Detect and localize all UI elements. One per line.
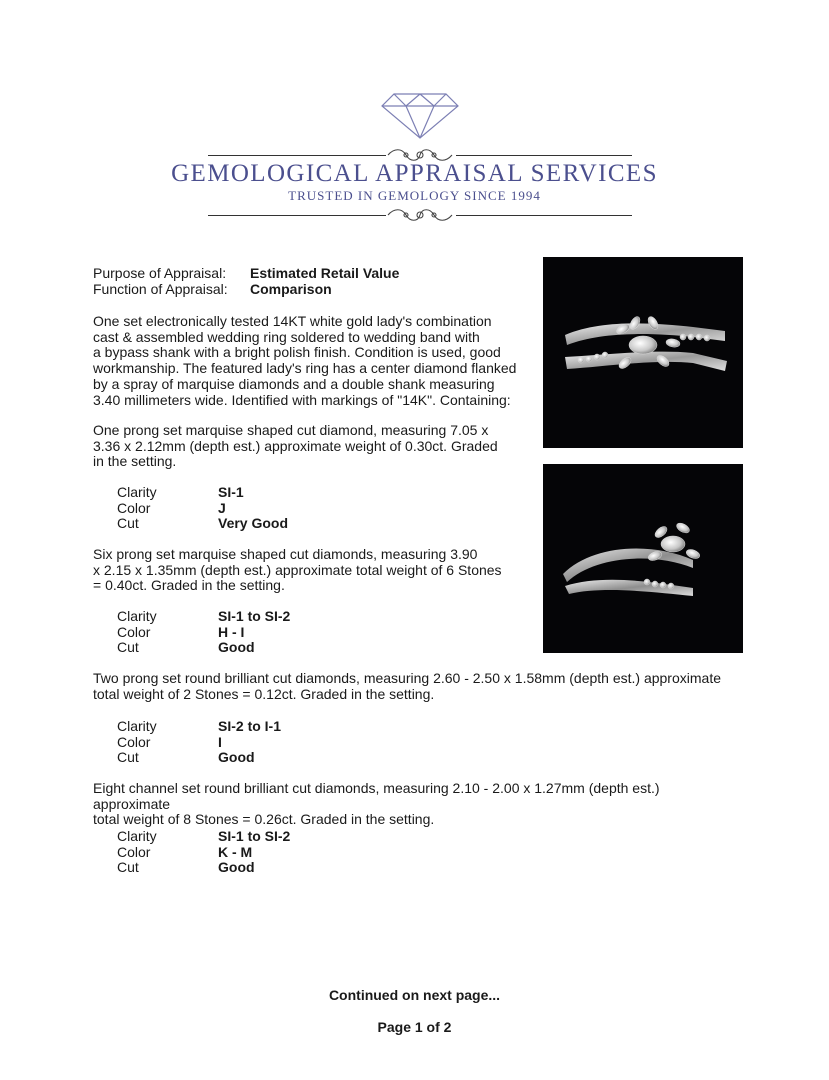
clarity-label: Clarity	[117, 608, 157, 624]
cut-value: Good	[218, 859, 255, 876]
stone-line: total weight of 2 Stones = 0.12ct. Graded in the setting.	[93, 685, 435, 702]
description-line: by a spray of marquise diamonds and a double shank measuring	[93, 375, 495, 392]
stone-line: = 0.40ct. Graded in the setting.	[93, 577, 285, 594]
cut-label: Cut	[117, 749, 139, 766]
stone-line: One prong set marquise shaped cut diamond, measuring 7.05 x	[93, 422, 489, 438]
clarity-label: Clarity	[117, 484, 157, 500]
cut-label: Cut	[117, 639, 139, 656]
item-description	[93, 314, 533, 408]
clarity-value: SI-2 to I-1	[218, 718, 282, 734]
stone-description	[93, 781, 733, 828]
color-label: Color	[117, 623, 151, 640]
stone-grading	[117, 609, 290, 656]
header-rule-bottom-right	[456, 215, 632, 216]
stone-line: 3.36 x 2.12mm (depth est.) approximate weight of 0.30ct. Graded	[93, 437, 498, 454]
header-rule-bottom-left	[208, 215, 386, 216]
continued-note: Continued on next page...	[328, 987, 501, 1003]
cut-value: Good	[218, 639, 255, 656]
description-line: a bypass shank with a bright polish finish. Condition is used, good	[93, 344, 501, 361]
ring-photo-top	[543, 257, 743, 448]
color-label: Color	[117, 843, 151, 860]
function-label: Function of Appraisal:	[93, 280, 228, 297]
function-value: Comparison	[250, 280, 332, 297]
flourish-bottom	[384, 206, 456, 224]
header-rule-top-left	[208, 155, 386, 156]
color-value: I	[218, 733, 222, 750]
stone-line: x 2.15 x 1.35mm (depth est.) approximate total weight of 6 Stones	[93, 561, 502, 578]
clarity-value: SI-1	[218, 484, 244, 500]
stone-line: in the setting.	[93, 453, 177, 470]
clarity-value: SI-1 to SI-2	[218, 608, 291, 624]
stone-grading	[117, 485, 288, 532]
description-line: 3.40 millimeters wide. Identified with markings of "14K". Containing:	[93, 391, 511, 408]
stone-line: Eight channel set round brilliant cut diamonds, measuring 2.10 - 2.00 x 1.27mm (depth est.) approximate	[93, 780, 660, 812]
stone-description	[93, 671, 733, 702]
stone-grading	[117, 829, 290, 876]
color-value: H - I	[218, 623, 245, 640]
ring-photo-side	[543, 464, 743, 653]
clarity-value: SI-1 to SI-2	[218, 828, 291, 844]
header-rule-top-right	[456, 155, 632, 156]
color-value: J	[218, 499, 226, 516]
description-line: One set electronically tested 14KT white gold lady's combination	[93, 313, 492, 329]
clarity-label: Clarity	[117, 718, 157, 734]
stone-grading	[117, 719, 281, 766]
stone-description	[93, 423, 533, 470]
cut-value: Good	[218, 749, 255, 766]
stone-line: Six prong set marquise shaped cut diamonds, measuring 3.90	[93, 546, 478, 562]
letterhead	[0, 0, 829, 230]
diamond-icon	[380, 90, 460, 140]
stone-line: Two prong set round brilliant cut diamonds, measuring 2.60 - 2.50 x 1.58mm (depth est.) approximate	[93, 670, 721, 686]
color-label: Color	[117, 499, 151, 516]
color-label: Color	[117, 733, 151, 750]
cut-label: Cut	[117, 859, 139, 876]
company-tagline: TRUSTED IN GEMOLOGY SINCE 1994	[288, 188, 541, 203]
stone-description	[93, 547, 533, 594]
purpose-label: Purpose of Appraisal:	[93, 265, 227, 281]
stone-line: total weight of 8 Stones = 0.26ct. Graded in the setting.	[93, 811, 435, 828]
color-value: K - M	[218, 843, 253, 860]
clarity-label: Clarity	[117, 828, 157, 844]
purpose-value: Estimated Retail Value	[250, 265, 400, 281]
cut-value: Very Good	[218, 515, 289, 532]
page-number: Page 1 of 2	[377, 1019, 452, 1035]
description-line: cast & assembled wedding ring soldered to wedding band with	[93, 328, 480, 345]
description-line: workmanship. The featured lady's ring has a center diamond flanked	[93, 360, 517, 377]
appraisal-purpose	[93, 266, 399, 297]
company-name: GEMOLOGICAL APPRAISAL SERVICES	[171, 160, 658, 187]
cut-label: Cut	[117, 515, 139, 532]
